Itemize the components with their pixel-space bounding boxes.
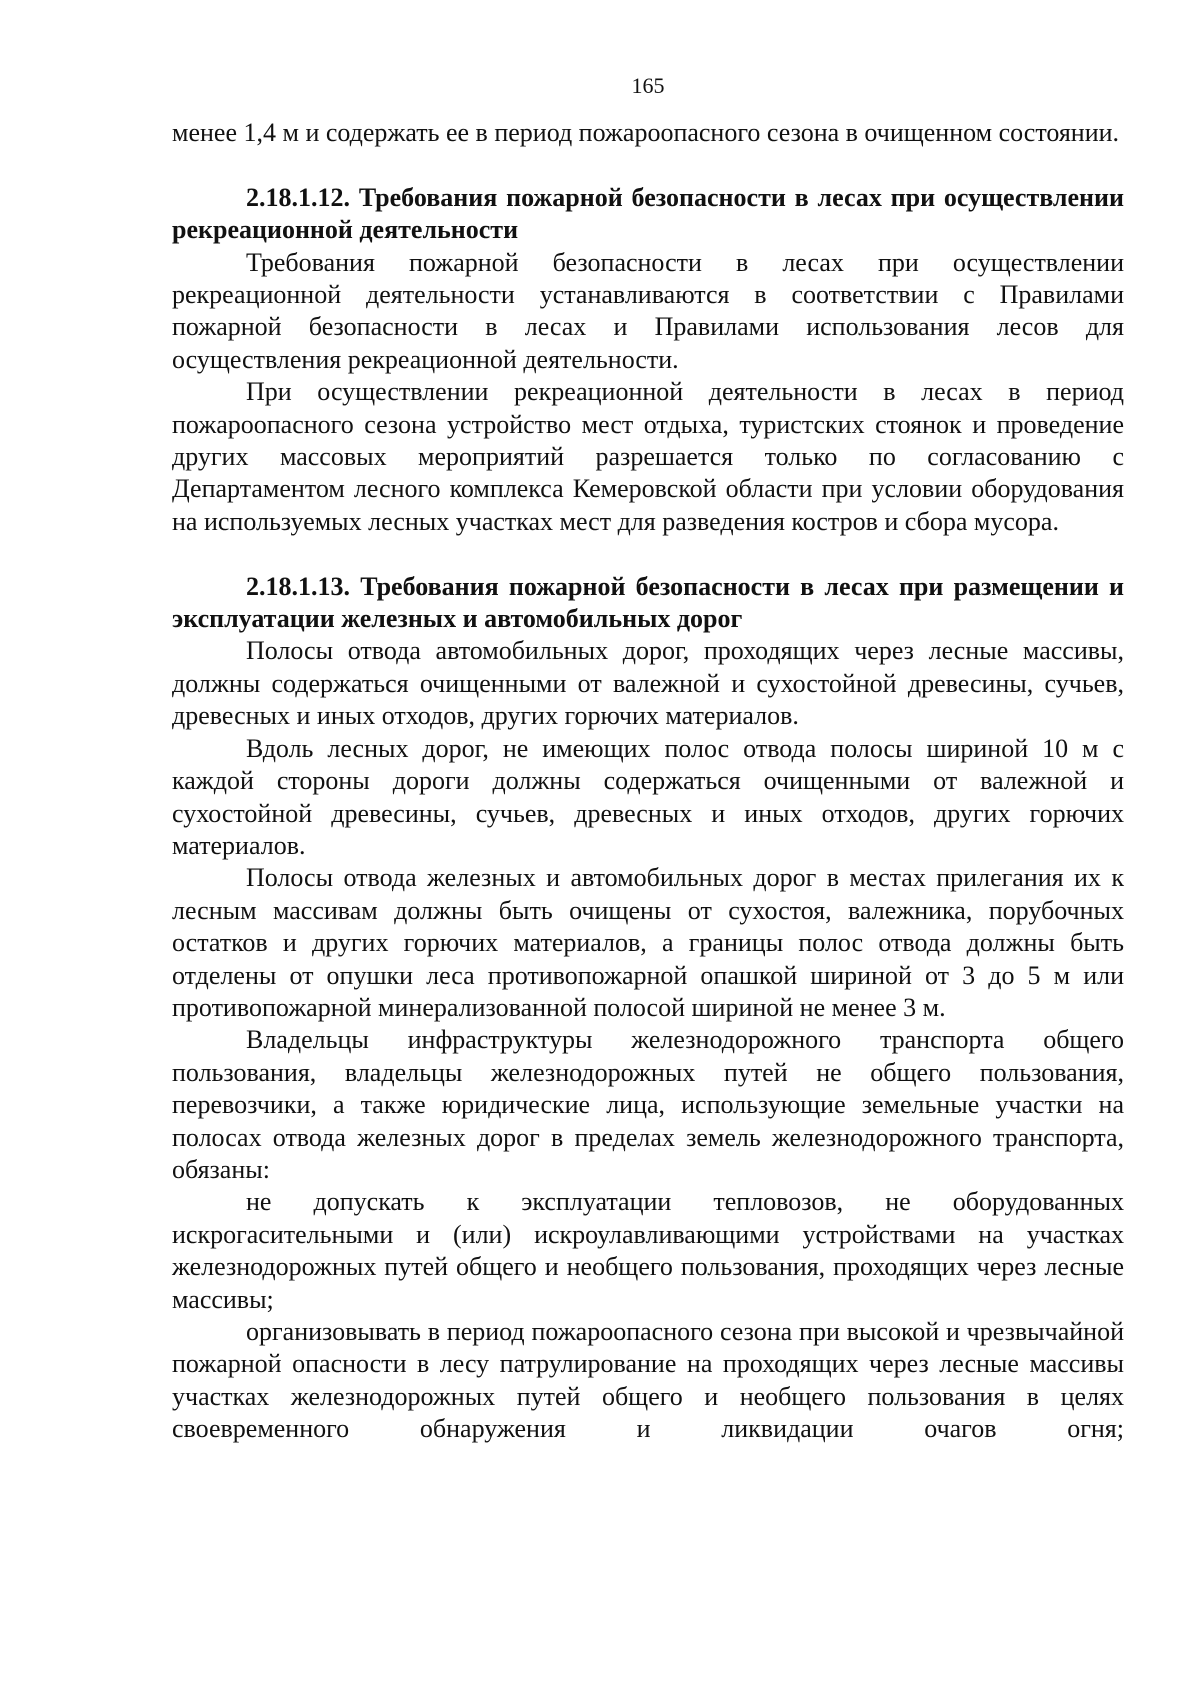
section-heading-2-18-1-13: 2.18.1.13. Требования пожарной безопасности в лесах при размещении и эксплуатации железных и автомобильных дорог xyxy=(172,571,1124,634)
paragraph: При осуществлении рекреационной деятельности в лесах в период пожароопасного сезона устройство мест отдыха, туристских стоянок и проведение других массовых мероприятий разрешается только по согласованию с Департаментом лесного комплекса Кемеровской области при условии оборудования на используемых лесных участках мест для разведения костров и сбора мусора. xyxy=(172,377,1124,536)
paragraph: Требования пожарной безопасности в лесах при осуществлении рекреационной деятельности устанавливаются в соответствии с Правилами пожарной безопасности в лесах и Правилами использования лесов для осуществления рекреационной деятельности. xyxy=(172,247,1124,374)
paragraph-continuation: менее 1,4 м и содержать ее в период пожароопасного сезона в очищенном состоянии. xyxy=(172,118,1120,147)
list-item: организовывать в период пожароопасного сезона при высокой и чрезвычайной пожарной опасности в лесу патрулирование на проходящих через лесные массивы участках железнодорожных путей общего и необщего пользования в целях своевременного обнаружения и ликвидации очагов огня; xyxy=(172,1317,1124,1444)
paragraph: Вдоль лесных дорог, не имеющих полос отвода полосы шириной 10 м с каждой стороны дороги должны содержаться очищенными от валежной и сухостойной древесины, сучьев, древесных и иных отходов, других горючих материалов. xyxy=(172,733,1124,860)
paragraph: Владельцы инфраструктуры железнодорожного транспорта общего пользования, владельцы железнодорожных путей не общего пользования, перевозчики, а также юридические лица, использующие земельные участки на полосах отвода железных дорог в пределах земель железнодорожного транспорта, обязаны: xyxy=(172,1025,1124,1184)
document-body xyxy=(172,117,1124,1446)
paragraph: Полосы отвода железных и автомобильных дорог в местах прилегания их к лесным массивам должны быть очищены от сухостоя, валежника, порубочных остатков и других горючих материалов, а границы полос отвода должны быть отделены от опушки леса противопожарной опашкой шириной от 3 до 5 м или противопожарной минерализованной полосой шириной не менее 3 м. xyxy=(172,863,1124,1022)
page-number: 165 xyxy=(631,73,665,98)
paragraph: Полосы отвода автомобильных дорог, проходящих через лесные массивы, должны содержаться очищенными от валежной и сухостойной древесины, сучьев, древесных и иных отходов, других горючих материалов. xyxy=(172,636,1124,731)
list-item: не допускать к эксплуатации тепловозов, не оборудованных искрогасительными и (или) искроулавливающими устройствами на участках железнодорожных путей общего и необщего пользования, проходящих через лесные массивы; xyxy=(172,1187,1124,1314)
section-heading-2-18-1-12: 2.18.1.12. Требования пожарной безопасности в лесах при осуществлении рекреационной деятельности xyxy=(172,182,1124,245)
